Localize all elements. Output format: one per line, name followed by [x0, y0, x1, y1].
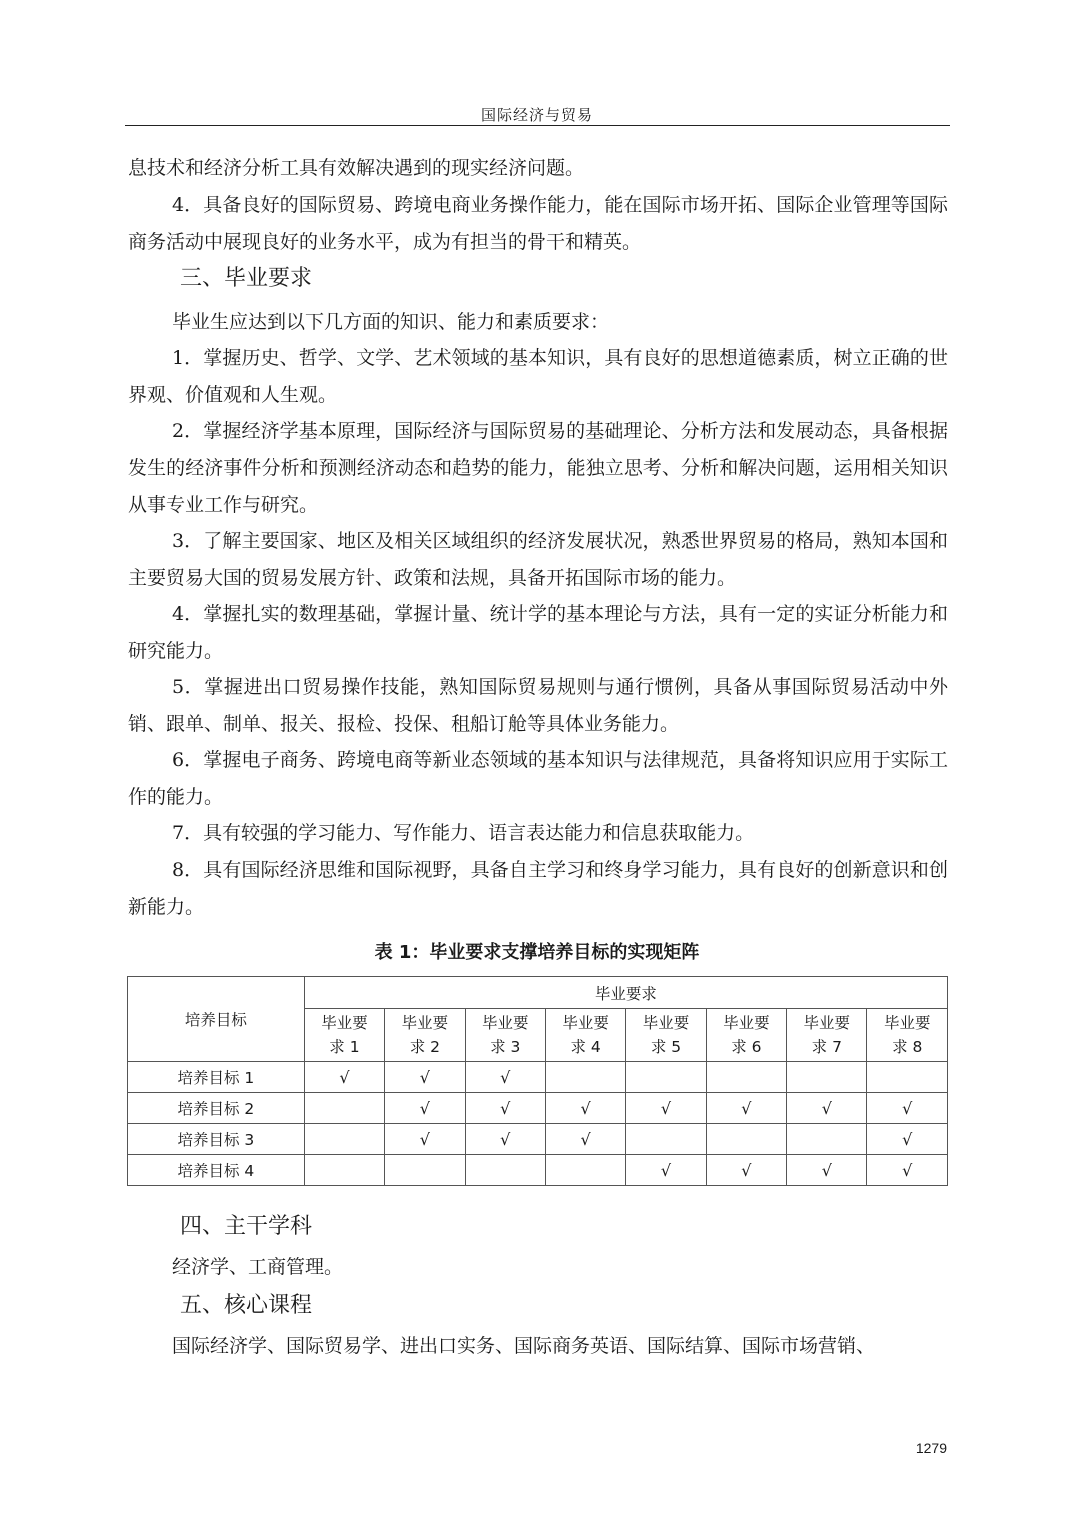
- column-header-line: 求 1: [329, 1038, 360, 1056]
- matrix-cell: √: [706, 1155, 786, 1186]
- table-row: [128, 1062, 948, 1093]
- matrix-cell: √: [787, 1155, 867, 1186]
- column-header: [385, 1009, 465, 1062]
- column-header-line: 求 5: [650, 1038, 682, 1056]
- matrix-cell: [304, 1155, 384, 1186]
- paragraph-text: 4．具备良好的国际贸易、跨境电商业务操作能力，能在国际市场开拓、国际企业管理等国际商务活动中展现良好的业务水平，成为有担当的骨干和精英。: [128, 194, 948, 253]
- paragraph-text: 7．具有较强的学习能力、写作能力、语言表达能力和信息获取能力。: [172, 822, 755, 844]
- section-heading-core-courses: 五、核心课程: [180, 1293, 313, 1318]
- paragraph-objective-4: [128, 187, 948, 261]
- column-header-line: 求 3: [490, 1038, 521, 1056]
- paragraph-text: 4．掌握扎实的数理基础，掌握计量、统计学的基本理论与方法，具有一定的实证分析能力和研究能力。: [128, 603, 948, 662]
- matrix-cell: √: [867, 1124, 948, 1155]
- requirement-item-6: [128, 742, 948, 816]
- section-heading-requirements: 三、毕业要求: [180, 266, 313, 291]
- column-header-line: 毕业要: [401, 1014, 449, 1032]
- column-header: [787, 1009, 867, 1062]
- column-header-line: 毕业要: [642, 1014, 690, 1032]
- group-header: 毕业要求: [304, 977, 947, 1009]
- matrix-cell: √: [545, 1124, 625, 1155]
- matrix-cell: [304, 1093, 384, 1124]
- column-header: [304, 1009, 384, 1062]
- paragraph-text: 2．掌握经济学基本原理，国际经济与国际贸易的基础理论、分析方法和发展动态，具备根据发生的经济事件分析和预测经济动态和趋势的能力，能独立思考、分析和解决问题，运用相关知识从事专业工作与研究。: [128, 420, 948, 516]
- column-header-line: 毕业要: [481, 1014, 529, 1032]
- matrix-cell: √: [545, 1093, 625, 1124]
- requirement-item-8: [128, 852, 948, 926]
- requirement-item-7: [128, 815, 948, 852]
- matrix-cell: [465, 1155, 545, 1186]
- row-label: 培养目标 4: [128, 1155, 305, 1186]
- column-header: [706, 1009, 786, 1062]
- matrix-cell: [626, 1124, 706, 1155]
- matrix-cell: √: [787, 1093, 867, 1124]
- table-header-row: [128, 977, 948, 1009]
- matrix-cell: [787, 1124, 867, 1155]
- page-number: 1279: [915, 1440, 947, 1456]
- matrix-cell: [867, 1062, 948, 1093]
- matrix-cell: √: [385, 1093, 465, 1124]
- column-header-line: 毕业要: [321, 1014, 368, 1032]
- requirement-item-1: [128, 340, 948, 414]
- matrix-cell: √: [867, 1093, 948, 1124]
- column-header-line: 毕业要: [803, 1014, 851, 1032]
- paragraph-continuation: 息技术和经济分析工具有效解决遇到的现实经济问题。: [128, 157, 585, 179]
- table-row: [128, 1155, 948, 1186]
- matrix-cell: [706, 1062, 786, 1093]
- matrix-cell: [787, 1062, 867, 1093]
- column-header: [545, 1009, 625, 1062]
- table-row: [128, 1124, 948, 1155]
- table-row: [128, 1093, 948, 1124]
- requirement-item-2: [128, 413, 948, 524]
- paragraph-text: 1．掌握历史、哲学、文学、艺术领域的基本知识，具有良好的思想道德素质，树立正确的世界观、价值观和人生观。: [128, 347, 948, 406]
- column-header-line: 求 2: [409, 1038, 440, 1056]
- requirements-intro: [128, 304, 948, 341]
- requirement-item-5: [128, 669, 948, 743]
- matrix-cell: √: [385, 1124, 465, 1155]
- matrix-cell: √: [465, 1124, 545, 1155]
- matrix-cell: √: [465, 1093, 545, 1124]
- matrix-cell: √: [626, 1093, 706, 1124]
- column-header-line: 求 7: [811, 1038, 842, 1056]
- matrix-cell: √: [385, 1062, 465, 1093]
- core-courses-text: [128, 1328, 948, 1365]
- column-header-line: 求 8: [892, 1038, 923, 1056]
- row-label: 培养目标 3: [128, 1124, 305, 1155]
- running-header: 国际经济与贸易: [480, 106, 593, 124]
- paragraph-text: 国际经济学、国际贸易学、进出口实务、国际商务英语、国际结算、国际市场营销、: [172, 1335, 876, 1357]
- paragraph-text: 3．了解主要国家、地区及相关区域组织的经济发展状况，熟悉世界贸易的格局，熟知本国和主要贸易大国的贸易发展方针、政策和法规，具备开拓国际市场的能力。: [128, 530, 948, 589]
- column-header: [626, 1009, 706, 1062]
- matrix-cell: √: [304, 1062, 384, 1093]
- matrix-cell: [706, 1124, 786, 1155]
- matrix-cell: √: [867, 1155, 948, 1186]
- matrix-cell: √: [465, 1062, 545, 1093]
- matrix-cell: [385, 1155, 465, 1186]
- matrix-cell: [304, 1124, 384, 1155]
- column-header-line: 毕业要: [723, 1014, 770, 1032]
- disciplines-text: [128, 1249, 948, 1286]
- requirements-matrix-table: [127, 976, 948, 1186]
- paragraph-text: 5．掌握进出口贸易操作技能，熟知国际贸易规则与通行惯例，具备从事国际贸易活动中外销、跟单、制单、报关、报检、投保、租船订舱等具体业务能力。: [128, 676, 948, 735]
- table-caption: 表 1：毕业要求支撑培养目标的实现矩阵: [374, 942, 700, 963]
- column-header-line: 求 4: [570, 1038, 601, 1056]
- row-label: 培养目标 2: [128, 1093, 305, 1124]
- row-label: 培养目标 1: [128, 1062, 305, 1093]
- matrix-cell: [626, 1062, 706, 1093]
- paragraph-text: 毕业生应达到以下几方面的知识、能力和素质要求：: [172, 311, 610, 333]
- column-header: [867, 1009, 948, 1062]
- column-header-line: 毕业要: [562, 1014, 609, 1032]
- corner-header: 培养目标: [128, 977, 305, 1062]
- requirement-item-4: [128, 596, 948, 670]
- paragraph-text: 8．具有国际经济思维和国际视野，具备自主学习和终身学习能力，具有良好的创新意识和创新能力。: [128, 859, 948, 918]
- paragraph-text: 6．掌握电子商务、跨境电商等新业态领域的基本知识与法律规范，具备将知识应用于实际工作的能力。: [128, 749, 948, 808]
- header-rule: [125, 125, 950, 126]
- paragraph-text: 经济学、工商管理。: [172, 1256, 344, 1278]
- table-body: [128, 1062, 948, 1186]
- column-header-line: 求 6: [731, 1038, 762, 1056]
- section-heading-disciplines: 四、主干学科: [180, 1214, 313, 1239]
- matrix-cell: √: [706, 1093, 786, 1124]
- column-header: [465, 1009, 545, 1062]
- column-header-line: 毕业要: [883, 1014, 931, 1032]
- matrix-cell: √: [626, 1155, 706, 1186]
- requirement-item-3: [128, 523, 948, 597]
- matrix-cell: [545, 1062, 625, 1093]
- matrix-cell: [545, 1155, 625, 1186]
